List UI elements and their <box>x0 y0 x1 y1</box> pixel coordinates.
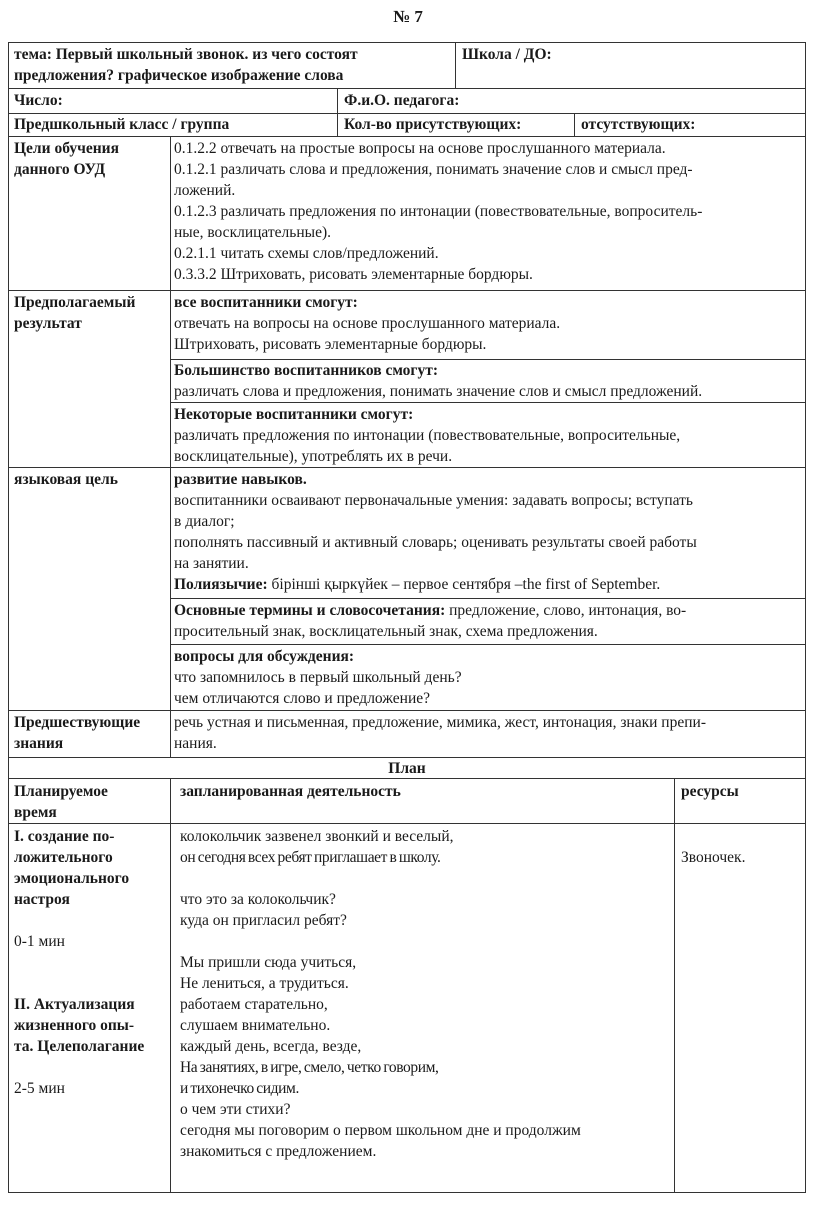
plan-col-time: Планируемое время <box>14 783 108 821</box>
row-divider <box>170 644 806 645</box>
activity-line: о чем эти стихи? <box>180 1101 291 1118</box>
language-skills: развитие навыков. воспитанники осваивают первоначальные умения: задавать вопросы; вступать в диалог; пополнять пассивный и активный словарь; оценивать результаты своей работы на занятии. Полиязычие: бірінші қыркүйек – первое сентября –the first of September. <box>174 469 804 595</box>
activity-line: слушаем внимательно. <box>180 1017 331 1034</box>
goals-content: 0.1.2.2 отвечать на простые вопросы на основе прослушанного материала. 0.1.2.1 различать слова и предложения, понимать значение слов и смысл пред- ложений. 0.1.2.3 различать предложения по интонации (повествовательные, вопроситель- ные, восклицательные). 0.2.1.1 читать схемы слов/предложений. 0.3.3.2 Штриховать, рисовать элементарные бордюры. <box>174 140 703 283</box>
activity-line <box>180 868 670 889</box>
activity-line: работаем старательно, <box>180 996 328 1013</box>
row-divider <box>170 598 806 599</box>
result-label: Предполагаемый результат <box>14 294 136 332</box>
activity-line: каждый день, всегда, везде, <box>180 1038 362 1055</box>
plan-title: План <box>388 760 426 777</box>
row-divider <box>8 710 806 711</box>
activity-line: куда он пригласил ребят? <box>180 912 347 929</box>
row-divider <box>8 136 806 137</box>
present-count-field: Кол-во присутствующих: <box>344 116 522 133</box>
lesson-topic: тема: Первый школьный звонок. из чего состоят предложения? графическое изображение слова <box>14 46 358 84</box>
absent-count-field: отсутствующих: <box>581 116 696 133</box>
teacher-field: Ф.и.О. педагога: <box>344 92 460 109</box>
activity-line: знакомиться с предложением. <box>180 1143 377 1160</box>
col-divider <box>337 88 338 136</box>
key-terms: Основные термины и словосочетания: предложение, слово, интонация, во- просительный знак, восклицательный знак, схема предложения. <box>174 602 687 640</box>
activity-line: Не лениться, а трудиться. <box>180 975 349 992</box>
discussion-questions: вопросы для обсуждения: что запомнилось в первый школьный день? чем отличаются слово и предложение? <box>174 648 462 707</box>
resource-item: Звоночек. <box>681 849 746 866</box>
polylingual-line: Полиязычие: бірінші қыркүйек – первое сентября –the first of September. <box>174 576 661 593</box>
col-divider <box>674 778 675 1193</box>
group-field: Предшкольный класс / группа <box>14 116 230 133</box>
date-field: Число: <box>14 92 63 109</box>
activity-line: Мы пришли сюда учиться, <box>180 954 357 971</box>
row-divider <box>8 823 806 824</box>
activity-line: и тихонечко сидим. <box>180 1080 299 1097</box>
result-some: Некоторые воспитанники смогут: различать предложения по интонации (повествовательные, вопросительные, восклицательные), употреблять их в речи. <box>174 406 681 465</box>
col-divider <box>455 42 456 89</box>
col-divider <box>574 113 575 136</box>
result-most: Большинство воспитанников смогут: различать слова и предложения, понимать значение слов и смысл предложений. <box>174 362 703 400</box>
row-divider <box>8 467 806 468</box>
stage-column: I. создание по- ложительного эмоционального настроя 0-1 мин II. Актуализация жизненного опы- та. Целеполагание 2-5 мин <box>14 828 145 1097</box>
row-divider <box>170 402 806 403</box>
activity-line: что это за колокольчик? <box>180 891 336 908</box>
activity-line: сегодня мы поговорим о первом школьном дне и продолжим <box>180 1122 581 1139</box>
school-field: Школа / ДО: <box>462 46 552 63</box>
prior-knowledge-content: речь устная и письменная, предложение, мимика, жест, интонация, знаки препи- нания. <box>174 714 706 752</box>
prior-knowledge-label: Предшествующие знания <box>14 714 141 752</box>
plan-col-resources: ресурсы <box>681 783 739 800</box>
plan-col-activity: запланированная деятельность <box>180 783 401 800</box>
page-number: № 7 <box>393 7 423 26</box>
col-divider <box>170 778 171 1193</box>
language-goal-label: языковая цель <box>14 471 118 488</box>
goals-label: Цели обучения данного ОУД <box>14 140 119 178</box>
activity-column <box>180 826 670 1162</box>
row-divider <box>8 88 806 89</box>
result-all: все воспитанники смогут: отвечать на вопросы на основе прослушанного материала. Штриховать, рисовать элементарные бордюры. <box>174 294 561 353</box>
activity-line: колокольчик зазвенел звонкий и веселый, <box>180 828 454 845</box>
col-divider <box>170 136 171 758</box>
row-divider <box>8 290 806 291</box>
activity-line: он сегодня всех ребят приглашает в школу. <box>180 849 441 866</box>
activity-line <box>180 931 670 952</box>
activity-line: На занятиях, в игре, смело, четко говорим, <box>180 1059 439 1076</box>
